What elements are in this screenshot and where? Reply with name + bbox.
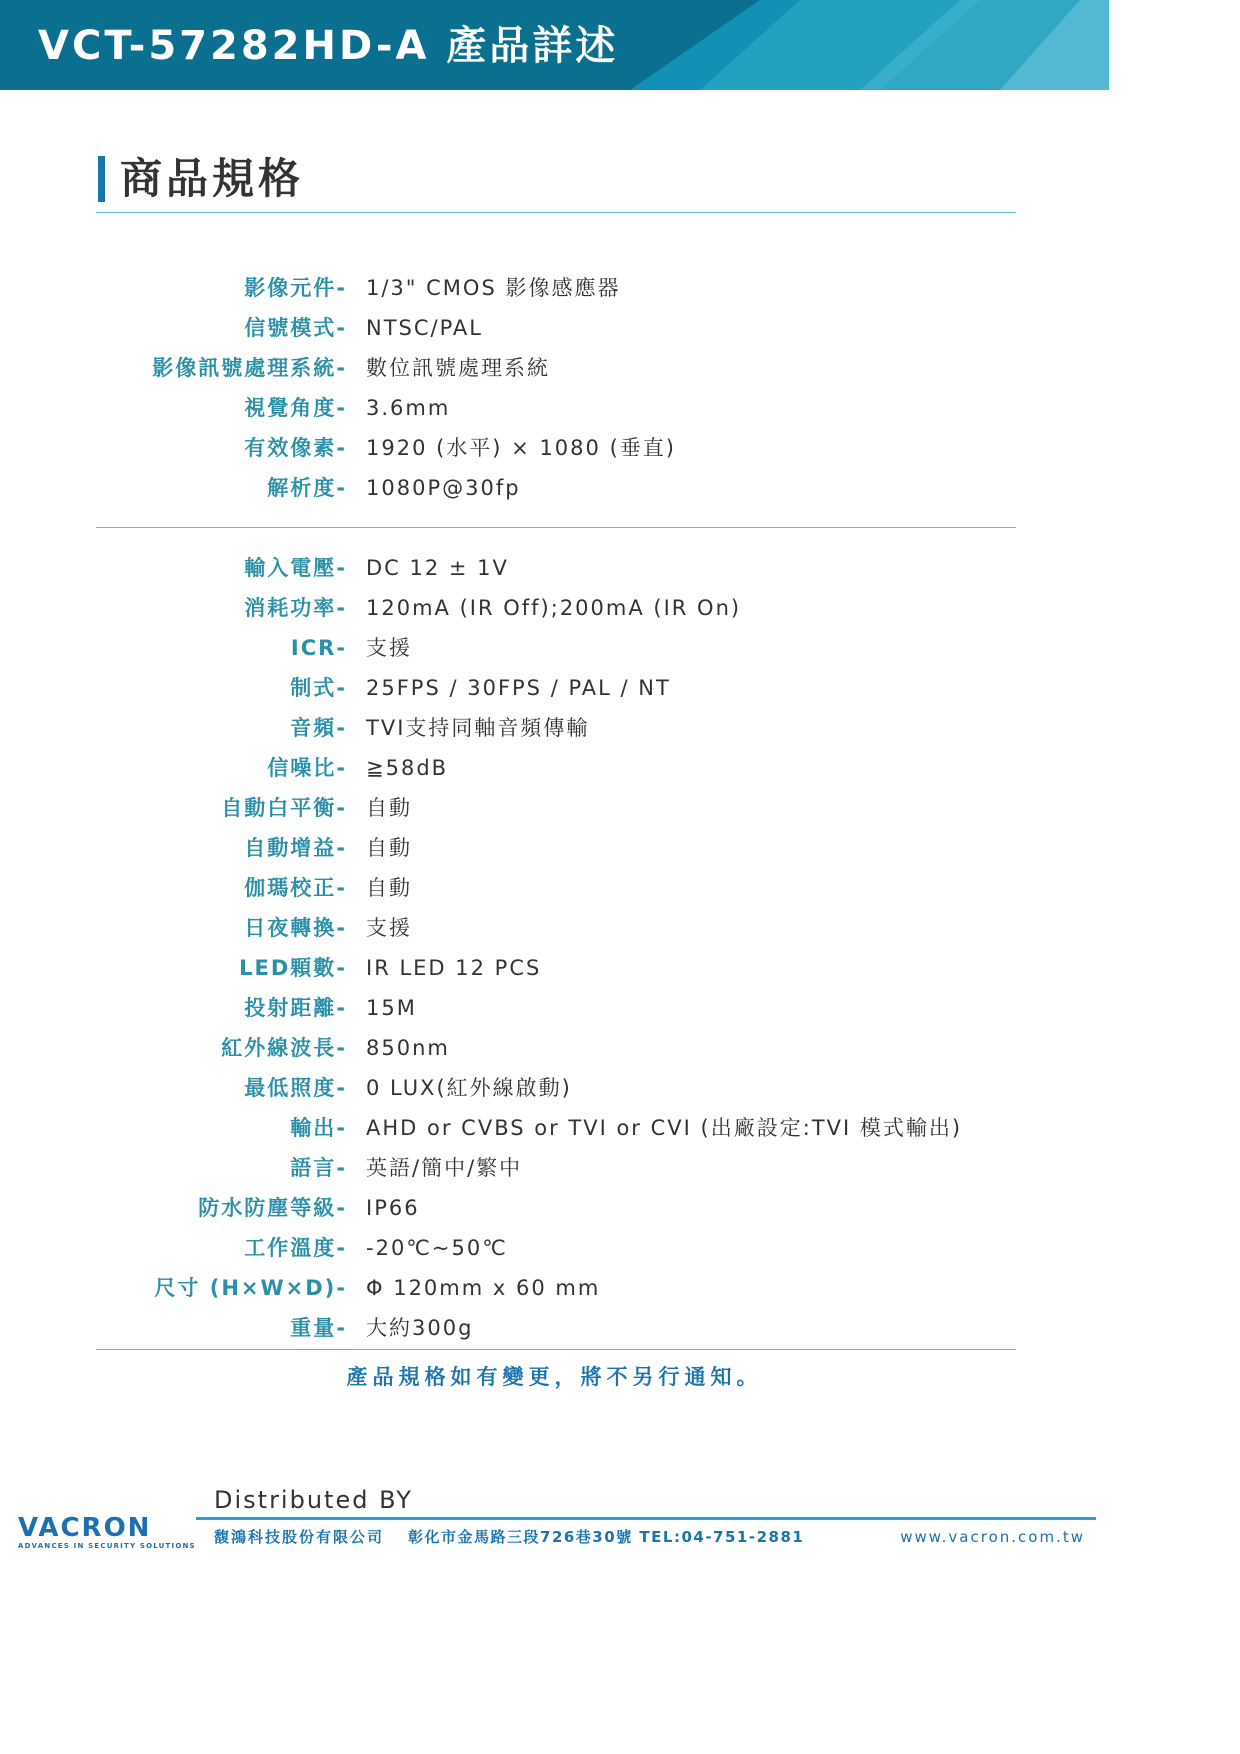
spec-value: 支援 <box>366 636 412 660</box>
spec-row <box>0 668 1109 708</box>
spec-value: 120mA (IR Off);200mA (IR On) <box>366 596 742 620</box>
spec-label: 防水防塵等級- <box>198 1196 347 1220</box>
spec-label: 工作溫度- <box>244 1236 347 1260</box>
spec-label: 制式- <box>290 676 347 700</box>
spec-value: 3.6mm <box>366 396 451 420</box>
spec-value: 大約300g <box>366 1316 474 1340</box>
spec-label: 輸出- <box>290 1116 347 1140</box>
spec-label: 有效像素- <box>244 436 347 460</box>
spec-row <box>0 628 1109 668</box>
spec-value: 支援 <box>366 916 412 940</box>
spec-label: 自動白平衡- <box>221 796 347 820</box>
spec-value: 數位訊號處理系統 <box>366 356 550 380</box>
spec-row <box>0 1068 1109 1108</box>
spec-value: 1920 (水平) × 1080 (垂直) <box>366 436 676 460</box>
vacron-logo <box>18 1513 196 1554</box>
spec-value: -20℃~50℃ <box>366 1236 508 1260</box>
spec-row <box>0 948 1109 988</box>
spec-label: 尺寸 (H×W×D)- <box>154 1276 347 1300</box>
spec-row <box>0 788 1109 828</box>
spec-label: 音頻- <box>290 716 347 740</box>
section-title: 商品規格 <box>120 154 305 203</box>
spec-label: 影像元件- <box>244 276 347 300</box>
spec-row <box>0 548 1109 588</box>
spec-label: 信噪比- <box>267 756 347 780</box>
spec-row <box>0 268 1109 308</box>
spec-label: 影像訊號處理系統- <box>152 356 347 380</box>
spec-label: 最低照度- <box>244 1076 347 1100</box>
logo-tagline: ADVANCES IN SECURITY SOLUTIONS <box>18 1542 196 1550</box>
spec-value: IR LED 12 PCS <box>366 956 542 980</box>
spec-label: 視覺角度- <box>244 396 347 420</box>
spec-row <box>0 1308 1109 1348</box>
spec-label: 輸入電壓- <box>244 556 347 580</box>
spec-value: 850nm <box>366 1036 450 1060</box>
spec-label: 伽瑪校正- <box>244 876 347 900</box>
spec-value: IP66 <box>366 1196 420 1220</box>
spec-value: 25FPS / 30FPS / PAL / NT <box>366 676 671 700</box>
group-divider <box>96 527 1016 528</box>
spec-value: 自動 <box>366 836 412 860</box>
spec-row <box>0 1268 1109 1308</box>
spec-value: 1080P@30fp <box>366 476 521 500</box>
spec-row <box>0 908 1109 948</box>
footer-divider <box>196 1517 1096 1520</box>
spec-value: 15M <box>366 996 417 1020</box>
spec-row <box>0 1108 1109 1148</box>
spec-value: Φ 120mm x 60 mm <box>366 1276 601 1300</box>
spec-value: TVI支持同軸音頻傳輸 <box>366 716 590 740</box>
spec-label: 重量- <box>290 1316 347 1340</box>
spec-row <box>0 988 1109 1028</box>
spec-row <box>0 388 1109 428</box>
company-name: 馥鴻科技股份有限公司 <box>214 1528 385 1546</box>
spec-label: 投射距離- <box>244 996 347 1020</box>
spec-row <box>0 708 1109 748</box>
spec-value: 自動 <box>366 876 412 900</box>
spec-value: 英語/簡中/繁中 <box>366 1156 523 1180</box>
logo-wordmark: VACRON <box>18 1513 152 1543</box>
spec-value: 1/3" CMOS 影像感應器 <box>366 276 621 300</box>
spec-value: ≧58dB <box>366 756 449 780</box>
spec-row <box>0 428 1109 468</box>
website-link[interactable]: www.vacron.com.tw <box>900 1528 1085 1546</box>
spec-label: 日夜轉換- <box>244 916 347 940</box>
section-marker <box>98 156 105 202</box>
spec-value: DC 12 ± 1V <box>366 556 509 580</box>
spec-label: LED顆數- <box>239 956 347 980</box>
spec-row <box>0 1028 1109 1068</box>
spec-change-notice: 產品規格如有變更，將不另行通知。 <box>346 1365 763 1389</box>
spec-label: 消耗功率- <box>244 596 347 620</box>
spec-value: 自動 <box>366 796 412 820</box>
spec-label: 語言- <box>290 1156 347 1180</box>
spec-row <box>0 348 1109 388</box>
spec-label: 解析度- <box>267 476 347 500</box>
spec-value: AHD or CVBS or TVI or CVI (出廠設定:TVI 模式輸出) <box>366 1116 963 1140</box>
spec-label: 信號模式- <box>244 316 347 340</box>
spec-row <box>0 308 1109 348</box>
company-address: 彰化市金馬路三段726巷30號 TEL:04-751-2881 <box>408 1528 805 1546</box>
spec-row <box>0 1188 1109 1228</box>
header-banner <box>0 0 1109 90</box>
spec-value: NTSC/PAL <box>366 316 483 340</box>
spec-row <box>0 828 1109 868</box>
spec-label: 自動增益- <box>244 836 347 860</box>
spec-row <box>0 748 1109 788</box>
spec-row <box>0 868 1109 908</box>
spec-row <box>0 588 1109 628</box>
bottom-rule <box>96 1349 1016 1350</box>
page-title: VCT-57282HD-A 產品詳述 <box>38 23 619 69</box>
spec-label: 紅外線波長- <box>221 1036 347 1060</box>
section-rule <box>96 212 1016 213</box>
spec-row <box>0 1228 1109 1268</box>
spec-row <box>0 1148 1109 1188</box>
spec-row <box>0 468 1109 508</box>
spec-label: ICR- <box>290 636 347 660</box>
distributed-by-label: Distributed BY <box>214 1486 413 1514</box>
spec-value: 0 LUX(紅外線啟動) <box>366 1076 572 1100</box>
